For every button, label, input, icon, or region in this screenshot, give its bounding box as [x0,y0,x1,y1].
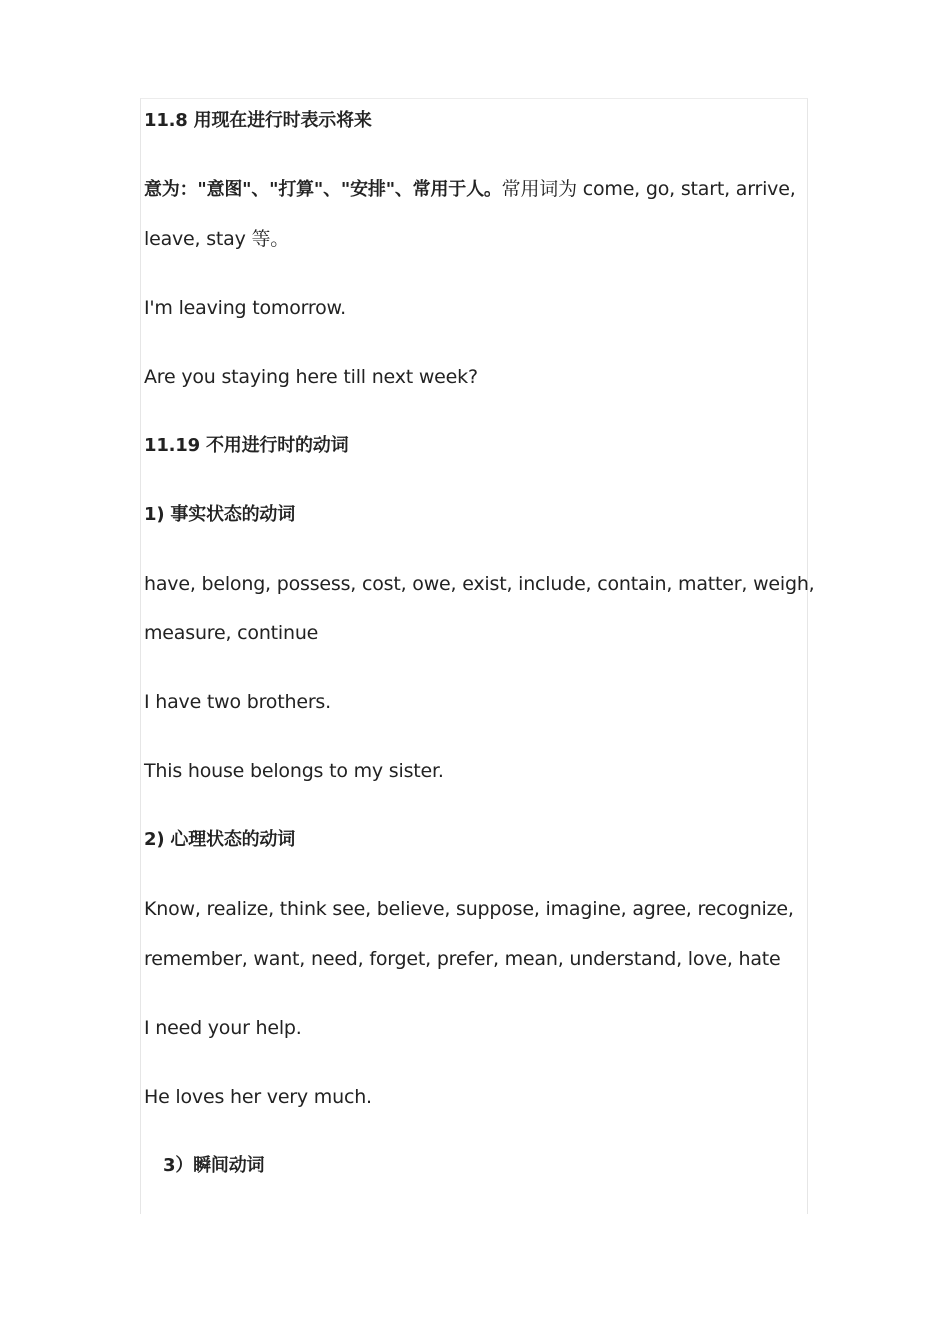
example-sentence: Are you staying here till next week? [144,366,478,388]
verb-list-line: have, belong, possess, cost, owe, exist, include, contain, matter, weigh, [144,573,815,595]
example-sentence: I have two brothers. [144,691,331,713]
example-sentence: I'm leaving tomorrow. [144,297,346,319]
verb-list-line: measure, continue [144,622,319,644]
example-sentence: This house belongs to my sister. [144,760,444,782]
verb-list-line: remember, want, need, forget, prefer, mean, understand, love, hate [144,948,781,970]
section-11-8-heading: 11.8 用现在进行时表示将来 [144,110,372,131]
meaning-line-1 [144,177,796,202]
document-page-frame [140,98,808,1214]
subsection-2-heading: 2) 心理状态的动词 [144,829,296,850]
example-sentence: He loves her very much. [144,1086,372,1108]
meaning-rest-text: 常用词为 come, go, start, arrive, [501,178,796,200]
subsection-1-heading: 1) 事实状态的动词 [144,504,296,525]
meaning-line-2: leave, stay 等。 [144,228,290,250]
subsection-3-heading: 3）瞬间动词 [163,1155,265,1176]
meaning-bold-text: 意为："意图"、"打算"、"安排"、常用于人。 [144,179,502,200]
verb-list-line: Know, realize, think see, believe, suppose, imagine, agree, recognize, [144,898,794,920]
section-11-19-heading: 11.19 不用进行时的动词 [144,435,349,456]
example-sentence: I need your help. [144,1017,302,1039]
